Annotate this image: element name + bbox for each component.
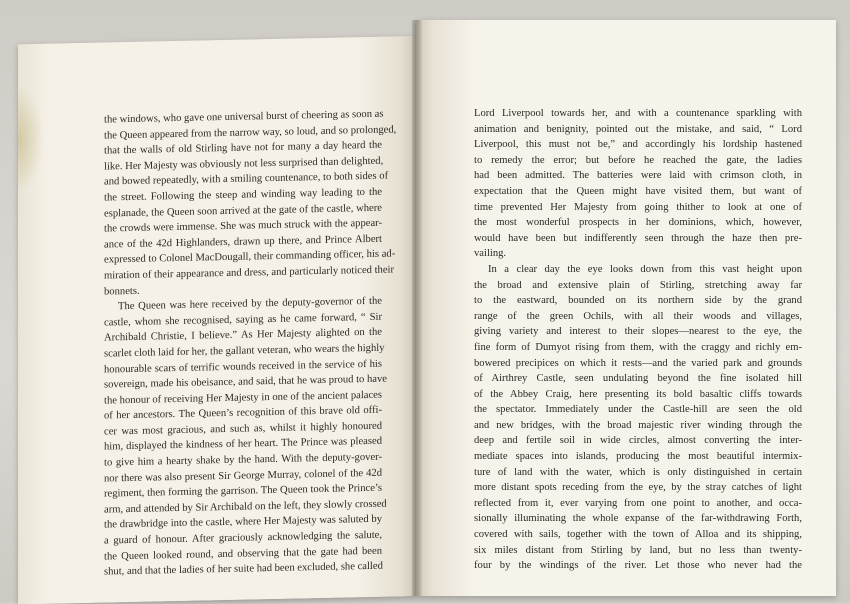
text-line: animation and benignity, pointed out the mistake, and said, “ Lord — [474, 123, 802, 135]
text-line: ance of the 42d Highlanders, drawn up there, and Prince Albert — [104, 233, 382, 251]
text-line: the Queen appeared from the narrow way, so loud, and so prolonged, — [104, 124, 397, 142]
text-line: honourable scars of terrific wounds received in the service of his — [104, 358, 382, 376]
text-line: regiment, then forming the garrison. The Queen took the Prince’s — [104, 482, 382, 500]
text-line: covered with sails, together with the town of Alloa and its shipping, — [474, 529, 802, 541]
text-line: giving variety and interest to their slopes—nearest to the eye, the — [474, 326, 802, 338]
text-line: range of the green Ochils, with all their woods and villages, — [474, 310, 802, 322]
right-page — [416, 20, 836, 596]
text-line: scarlet cloth laid for her, the gallant veteran, who wears the highly — [104, 342, 385, 360]
left-page-text — [104, 107, 397, 581]
text-line: the crowds were immense. She was much struck with the appear- — [104, 217, 382, 235]
text-line: the windows, who gave one universal burst of cheering as soon as — [104, 108, 384, 126]
text-line: bonnets. — [104, 285, 140, 298]
text-line: deep and fertile soil in wide circles, almost converting the inter- — [474, 435, 802, 447]
text-line: like. Her Majesty was obviously not less surprised than delighted, — [104, 155, 384, 173]
text-line: had been admitted. The batteries were laid with crimson cloth, in — [474, 170, 802, 182]
text-line: arm, and attended by Sir Archibald on the left, they slowly crossed — [104, 498, 387, 516]
text-line: six miles distant from Stirling by land, but no less than twenty- — [474, 544, 802, 556]
text-line: sionally illuminating the whole expanse of the far-withdrawing Forth, — [474, 513, 802, 525]
text-line: The Queen was here received by the deputy-governor of the — [118, 295, 382, 313]
text-line: that the walls of old Stirling have not for many a day heard the — [104, 139, 382, 157]
text-line: and new bridges, with the broad majestic river winding through the — [474, 419, 802, 431]
text-line: time prevented Her Majesty from going thither to look at one of — [474, 201, 802, 213]
text-line: the spectator. Immediately under the Castle-hill are seen the old — [474, 404, 802, 416]
text-line: esplanade, the Queen soon arrived at the gate of the castle, where — [104, 202, 382, 220]
text-line: bowered precipices on which it rests—and the varied park and grounds — [474, 357, 802, 369]
text-line: four by the windings of the river. Let those who never had the — [474, 560, 802, 572]
text-line: cer was most gracious, and such as, whilst it highly honoured — [104, 420, 382, 438]
text-line: castle, whom she recognised, saying as he came forward, “ Sir — [104, 311, 382, 329]
text-line: miration of their appearance and dress, and particularly noticed their — [104, 264, 395, 282]
text-line: the broad and extensive plain of Stirling, stretching away far — [474, 279, 802, 291]
open-book — [18, 14, 836, 599]
text-line: ture of land with the water, which is only distinguished in certain — [474, 466, 802, 478]
text-line: Liverpool, this must not be,” and accordingly his lordship hastened — [474, 139, 802, 151]
text-line: Lord Liverpool towards her, and with a countenance sparkling with — [474, 108, 802, 119]
text-line: to give him a hearty shake by the hand. With the deputy-gover- — [104, 451, 382, 469]
text-line: In a clear day the eye looks down from this vast height upon — [488, 263, 802, 275]
text-line: of her ancestors. The Queen’s recognition of this brave old offi- — [104, 404, 382, 422]
text-line: the street. Following the steep and winding way leading to the — [104, 186, 382, 204]
book-gutter — [412, 20, 422, 596]
text-line: the honour of receiving Her Majesty in one of the ancient palaces — [104, 389, 382, 407]
text-line: shut, and that the ladies of her suite had been excluded, she called — [104, 560, 383, 578]
text-line: to remedy the error; but before he reached the gate, the ladies — [474, 154, 802, 166]
text-line: of the Abbey Craig, here presenting its bold basaltic cliffs towards — [474, 388, 802, 400]
text-line: the drawbridge into the castle, where Her Majesty was saluted by — [104, 514, 382, 531]
page-stain — [18, 84, 44, 195]
text-line: would have been but indifferently seen through the haze then pre- — [474, 232, 802, 244]
text-line: nor there was also present Sir George Murray, colonel of the 42d — [104, 467, 382, 485]
text-line: the Queen looked round, and observing that the gate had been — [104, 545, 382, 563]
text-line: fine form of Dumyot rising from them, with the craggy and richly em- — [474, 341, 802, 353]
text-line: of Airthrey Castle, seen undulating beyond the fine isolated hill — [474, 373, 802, 385]
text-line: expressed to Colonel MacDougall, their commanding officer, his ad- — [104, 248, 396, 266]
text-line: more distant spots receding from the eye, by the stray catches of light — [474, 482, 802, 494]
text-line: sovereign, made his obeisance, and said, that he was proud to have — [104, 373, 388, 391]
left-page — [18, 36, 416, 604]
text-line: mediate spaces into islands, producing the most beautiful intermix- — [474, 451, 802, 463]
text-line: Archibald Christie, I believe.” As Her Majesty alighted on the — [104, 327, 382, 344]
text-line: expectation that the Queen might have visited them, but want of — [474, 185, 802, 197]
text-line: him, displayed the kindness of her heart. The Prince was pleased — [104, 436, 382, 454]
text-line: reflected from it, ever varying from one point to another, and occa- — [474, 497, 802, 509]
text-line: the most wonderful prospects in her dominions, which, however, — [474, 217, 802, 229]
text-line: a guard of honour. After graciously acknowledging the salute, — [104, 529, 382, 547]
text-line: and bowed repeatedly, with a smiling countenance, to both sides of — [104, 170, 389, 188]
right-page-text — [474, 106, 802, 574]
text-line: vailing. — [474, 248, 507, 260]
text-line: to the eastward, bounded on its northern side by the grand — [474, 295, 802, 307]
